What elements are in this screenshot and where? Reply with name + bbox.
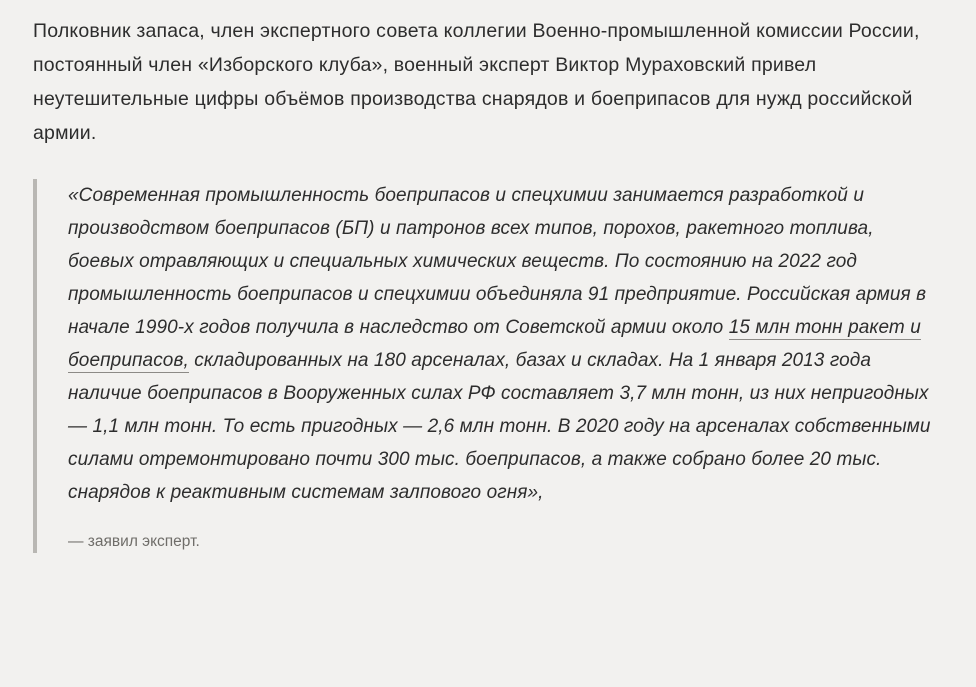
blockquote-text-after: складированных на 180 арсеналах, базах и складах. На 1 января 2013 года наличие боеприпасов в Вооруженных силах РФ составляет 3,7 млн тонн, из них непригодных — 1,1 млн тонн. То есть пригодных — 2,6 млн тонн. В 2020 году на арсеналах собственными силами отремонтировано почти 300 тыс. боеприпасов, а также собрано более 20 тыс. снарядов к реактивным системам залпового огня», (68, 350, 931, 503)
blockquote-attribution: — заявил эксперт. (68, 533, 200, 550)
blockquote-body (37, 179, 946, 553)
lead-paragraph: Полковник запаса, член экспертного совета коллегии Военно-промышленной комиссии России, постоянный член «Изборского клуба», военный эксперт Виктор Мураховский привел неутешительные цифры объёмов производства снарядов и боеприпасов для нужд российской армии. (33, 20, 920, 144)
blockquote (33, 179, 946, 553)
blockquote-highlighted-phrase[interactable]: 15 млн тонн ракет и боеприпасов, (68, 317, 921, 371)
blockquote-text (68, 179, 936, 509)
blockquote-text-before: «Современная промышленность боеприпасов и спецхимии занимается разработкой и производством боеприпасов (БП) и патронов всех типов, порохов, ракетного топлива, боевых отравляющих и специальных химических веществ. По состоянию на 2022 год промышленность боеприпасов и спецхимии объединяла 91 предприятие. Российская армия в начале 1990-х годов получила в наследство от Советской армии около (68, 185, 927, 338)
